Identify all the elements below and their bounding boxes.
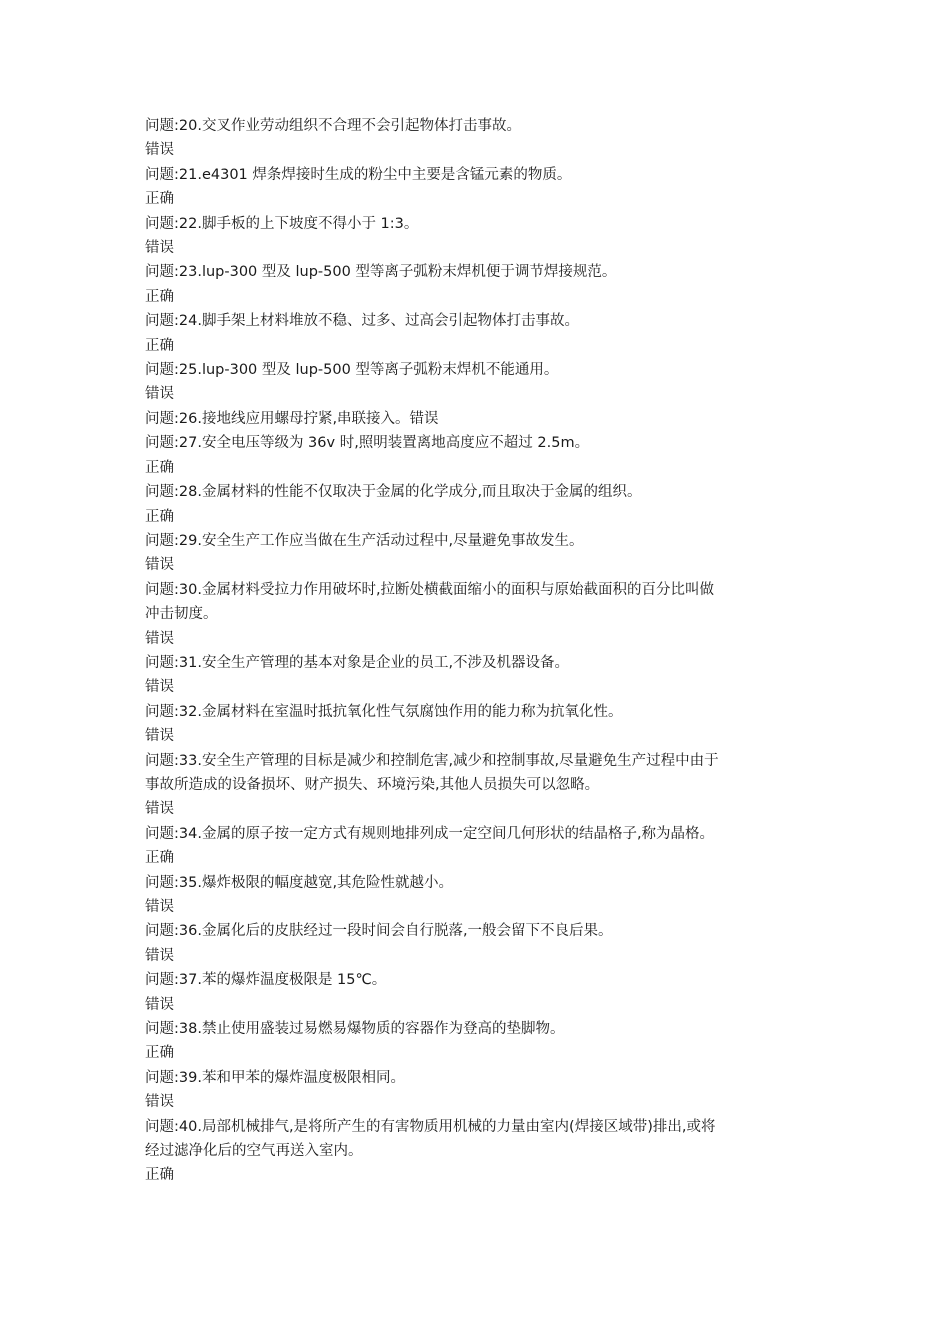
question-38: 问题:38.禁止使用盛装过易燃易爆物质的容器作为登高的垫脚物。 — [145, 1021, 565, 1038]
question-27: 问题:27.安全电压等级为 36v 时,照明装置离地高度应不超过 2.5m。 — [145, 435, 590, 452]
question-35: 问题:35.爆炸极限的幅度越宽,其危险性就越小。 — [145, 874, 454, 891]
answer-21: 正确 — [145, 191, 174, 208]
question-26: 问题:26.接地线应用螺母拧紧,串联接入。错误 — [145, 410, 439, 427]
answer-36: 错误 — [145, 947, 174, 964]
answer-24: 正确 — [145, 337, 174, 354]
question-30: 问题:30.金属材料受拉力作用破坏时,拉断处横截面缩小的面积与原始截面积的百分比叫做 — [145, 581, 715, 598]
answer-25: 错误 — [145, 386, 174, 403]
answer-35: 错误 — [145, 899, 174, 915]
question-31: 问题:31.安全生产管理的基本对象是企业的员工,不涉及机器设备。 — [145, 654, 570, 671]
answer-32: 错误 — [145, 728, 174, 745]
answer-27: 正确 — [145, 459, 174, 476]
question-30-cont: 冲击韧度。 — [145, 606, 218, 623]
question-23: 问题:23.lup-300 型及 lup-500 型等离子弧粉末焊机便于调节焊接规范。 — [145, 264, 617, 281]
answer-30: 错误 — [145, 630, 174, 647]
answer-22: 错误 — [145, 240, 174, 257]
question-21: 问题:21.e4301 焊条焊接时生成的粉尘中主要是含锰元素的物质。 — [145, 166, 572, 183]
question-39: 问题:39.苯和甲苯的爆炸温度极限相同。 — [145, 1069, 405, 1086]
answer-34: 正确 — [145, 850, 174, 867]
answer-38: 正确 — [145, 1045, 174, 1062]
answer-37: 错误 — [145, 996, 174, 1013]
question-28: 问题:28.金属材料的性能不仅取决于金属的化学成分,而且取决于金属的组织。 — [145, 484, 642, 501]
question-25: 问题:25.lup-300 型及 lup-500 型等离子弧粉末焊机不能通用。 — [145, 362, 559, 379]
answer-40: 正确 — [145, 1167, 174, 1184]
answer-31: 错误 — [145, 679, 174, 696]
answer-20: 错误 — [145, 142, 174, 159]
answer-29: 错误 — [145, 557, 174, 574]
question-37: 问题:37.苯的爆炸温度极限是 15℃。 — [145, 972, 387, 989]
question-40-cont: 经过滤净化后的空气再送入室内。 — [145, 1143, 363, 1160]
question-29: 问题:29.安全生产工作应当做在生产活动过程中,尽量避免事故发生。 — [145, 532, 584, 549]
answer-39: 错误 — [145, 1094, 174, 1111]
question-33: 问题:33.安全生产管理的目标是减少和控制危害,减少和控制事故,尽量避免生产过程中由于 — [145, 752, 719, 769]
question-36: 问题:36.金属化后的皮肤经过一段时间会自行脱落,一般会留下不良后果。 — [145, 923, 613, 940]
answer-33: 错误 — [145, 801, 174, 818]
answer-28: 正确 — [145, 508, 174, 525]
question-34: 问题:34.金属的原子按一定方式有规则地排列成一定空间几何形状的结晶格子,称为晶格。 — [145, 825, 715, 842]
question-22: 问题:22.脚手板的上下坡度不得小于 1:3。 — [145, 215, 419, 232]
question-40: 问题:40.局部机械排气,是将所产生的有害物质用机械的力量由室内(焊接区域带)排出,或将 — [145, 1118, 716, 1135]
question-20: 问题:20.交叉作业劳动组织不合理不会引起物体打击事故。 — [145, 118, 521, 134]
question-33-cont: 事故所造成的设备损坏、财产损失、环境污染,其他人员损失可以忽略。 — [145, 776, 600, 793]
question-32: 问题:32.金属材料在室温时抵抗氧化性气氛腐蚀作用的能力称为抗氧化性。 — [145, 703, 623, 720]
answer-23: 正确 — [145, 288, 174, 305]
question-24: 问题:24.脚手架上材料堆放不稳、过多、过高会引起物体打击事故。 — [145, 313, 579, 330]
document-page — [145, 114, 815, 1188]
